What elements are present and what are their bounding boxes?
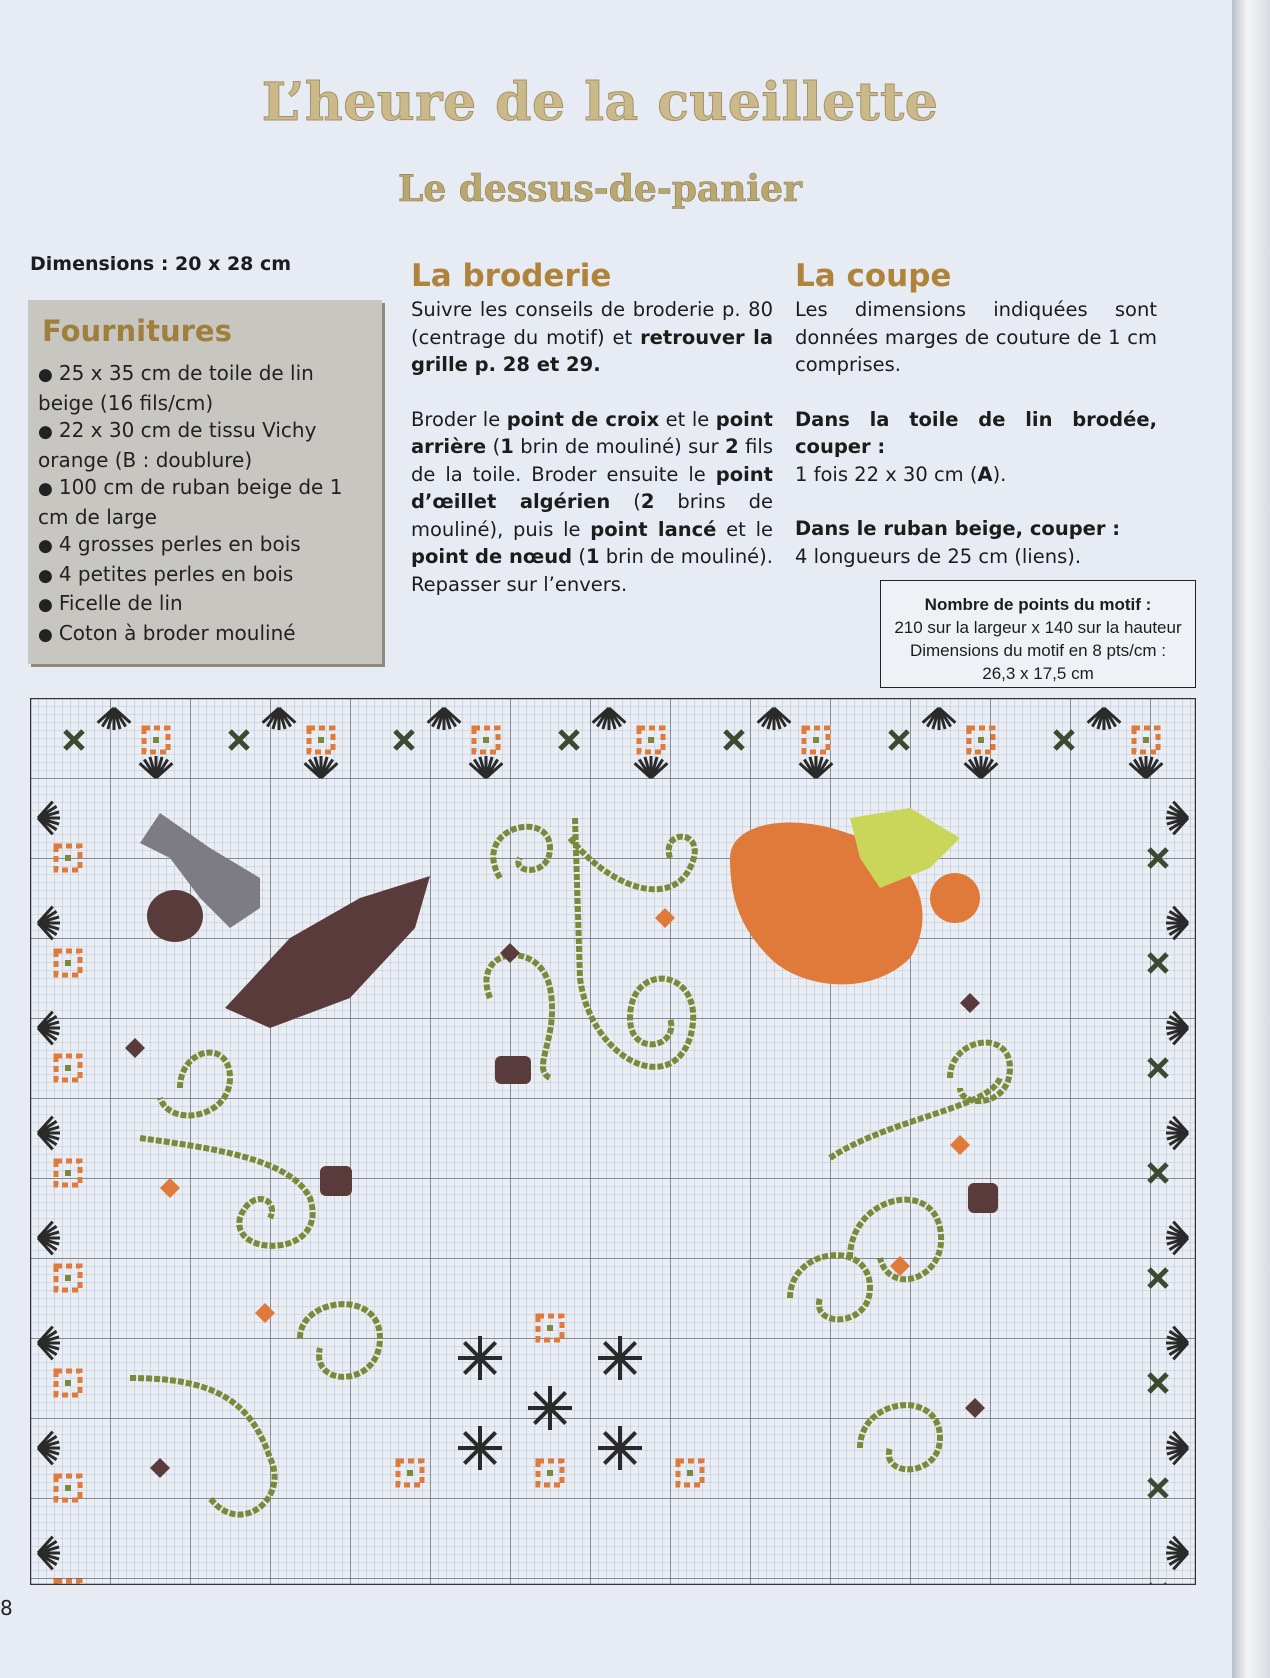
fournitures-box	[28, 300, 382, 664]
bottom-star	[598, 1336, 642, 1380]
bottom-star	[458, 1426, 502, 1470]
border-flower-top-center	[318, 737, 324, 743]
bottom-flower-center	[547, 1325, 553, 1331]
page-number: 8	[0, 1596, 13, 1620]
border-flower-top-center	[153, 737, 159, 743]
border-flower-left-center	[65, 1485, 71, 1491]
border-flower-left-center	[65, 1380, 71, 1386]
coupe-paragraph-3: Dans le ruban beige, couper : 4 longueurs de 25 cm (liens).	[795, 517, 1121, 568]
broderie-heading: La broderie	[411, 258, 612, 294]
bottom-star	[458, 1336, 502, 1380]
list-item: ● 100 cm de ruban beige de 1 cm de large	[38, 474, 372, 531]
binding-edge	[1232, 0, 1270, 1678]
bottom-flower-center	[687, 1470, 693, 1476]
border-flower-top-center	[648, 737, 654, 743]
border-flower-left-center	[65, 1170, 71, 1176]
stitch-count-box	[880, 580, 1196, 688]
list-item: ● Coton à broder mouliné	[38, 620, 372, 650]
list-item: ● 25 x 35 cm de toile de lin beige (16 fils/cm)	[38, 360, 372, 417]
list-item: ● 22 x 30 cm de tissu Vichy orange (B : doublure)	[38, 417, 372, 474]
border-flower-top-center	[483, 737, 489, 743]
border-flower-left-center	[65, 1275, 71, 1281]
list-item: ● Ficelle de lin	[38, 590, 372, 620]
border-flower-left-center	[65, 855, 71, 861]
coupe-heading: La coupe	[795, 258, 952, 294]
motif-dimensions-label: Dimensions du motif en 8 pts/cm :	[909, 641, 1167, 660]
border-flower-top-center	[813, 737, 819, 743]
border-flower-top-center	[978, 737, 984, 743]
coupe-paragraph-2: Dans la toile de lin brodée, couper : 1 fois 22 x 30 cm (A).	[795, 407, 1157, 486]
coupe-column	[795, 258, 1157, 597]
acorn-left	[320, 1166, 352, 1196]
stitch-count-heading: Nombre de points du motif :	[924, 595, 1152, 614]
broderie-paragraph-2: Broder le point de croix et le point arrière (1 brin de mouliné) sur 2 fils de la toile. Broder ensuite le point d’œillet algérien (2 brins de mouliné), puis le point lancé et le point de nœud (1 brin de mouliné). Repasser sur l’envers.	[411, 407, 774, 596]
mushroom-small-cap	[147, 890, 203, 942]
stitch-count-line: 210 sur la largeur x 140 sur la hauteur	[894, 618, 1182, 637]
acorn-center	[495, 1056, 531, 1084]
cross-stitch-grid	[30, 698, 1196, 1585]
border-flower-top-center	[1143, 737, 1149, 743]
bottom-flower-center	[547, 1470, 553, 1476]
border-flower-left-center	[65, 960, 71, 966]
dimensions-label: Dimensions : 20 x 28 cm	[30, 253, 292, 275]
list-item: ● 4 grosses perles en bois	[38, 531, 372, 561]
pumpkin-fruit	[930, 873, 980, 923]
acorn-right	[968, 1183, 998, 1213]
page-title: L’heure de la cueillette	[261, 72, 939, 133]
page-subtitle: Le dessus-de-panier	[398, 168, 802, 210]
broderie-paragraph-1: Suivre les conseils de broderie p. 80 (centrage du motif) et retrouver la grille p. 28 et 29.	[411, 298, 773, 376]
border-flower-left-center	[65, 1065, 71, 1071]
list-item: ● 4 petites perles en bois	[38, 561, 372, 591]
bottom-flower-center	[407, 1470, 413, 1476]
bottom-star	[528, 1386, 572, 1430]
fournitures-heading: Fournitures	[42, 314, 232, 348]
motif-dimensions-value: 26,3 x 17,5 cm	[982, 664, 1094, 683]
grid-major-lines	[30, 698, 1196, 1585]
broderie-column	[411, 258, 773, 625]
cross-stitch-chart	[30, 698, 1196, 1585]
coupe-paragraph-1: Les dimensions indiquées sont données marges de couture de 1 cm comprises.	[795, 298, 1157, 376]
bottom-star	[598, 1426, 642, 1470]
fournitures-list	[38, 360, 372, 649]
